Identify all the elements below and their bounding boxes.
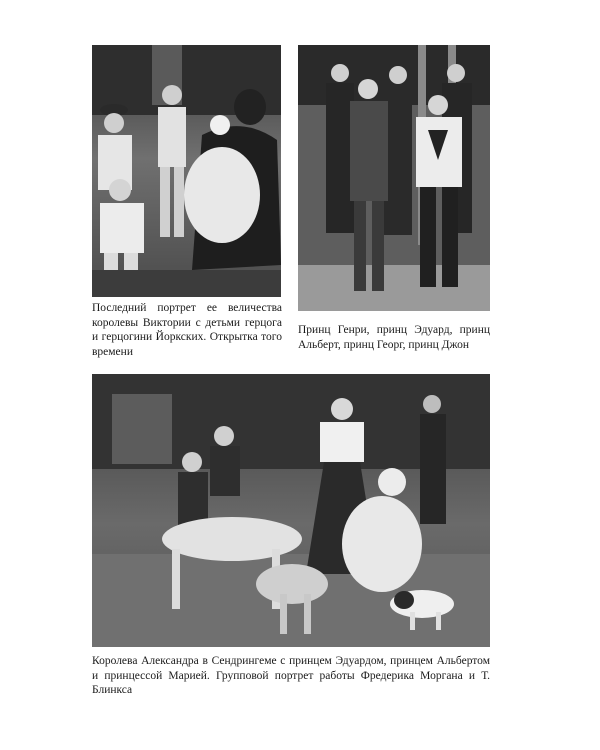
princes-photo-graphic [298, 45, 490, 311]
caption-princes-photo: Принц Генри, принц Эдуард, принц Альберт, принц Георг, принц Джон [298, 324, 490, 351]
victoria-photo-graphic [92, 45, 281, 297]
photo-queen-victoria-with-children [92, 45, 281, 297]
alexandra-painting-graphic [92, 374, 490, 647]
caption-queen-alexandra-painting: Королева Александра в Сендрингеме с принцем Эдуардом, принцем Альбертом и принцессой Марией. Групповой портрет работы Фредерика Моргана и Т. Блинкса [92, 655, 490, 696]
photo-five-princes [298, 45, 490, 311]
photo-queen-alexandra-at-sandringham [92, 374, 490, 647]
caption-queen-victoria-photo: Последний портрет ее величества королевы Виктории с детьми герцога и герцогини Йоркских. Открытка того времени [92, 302, 282, 358]
